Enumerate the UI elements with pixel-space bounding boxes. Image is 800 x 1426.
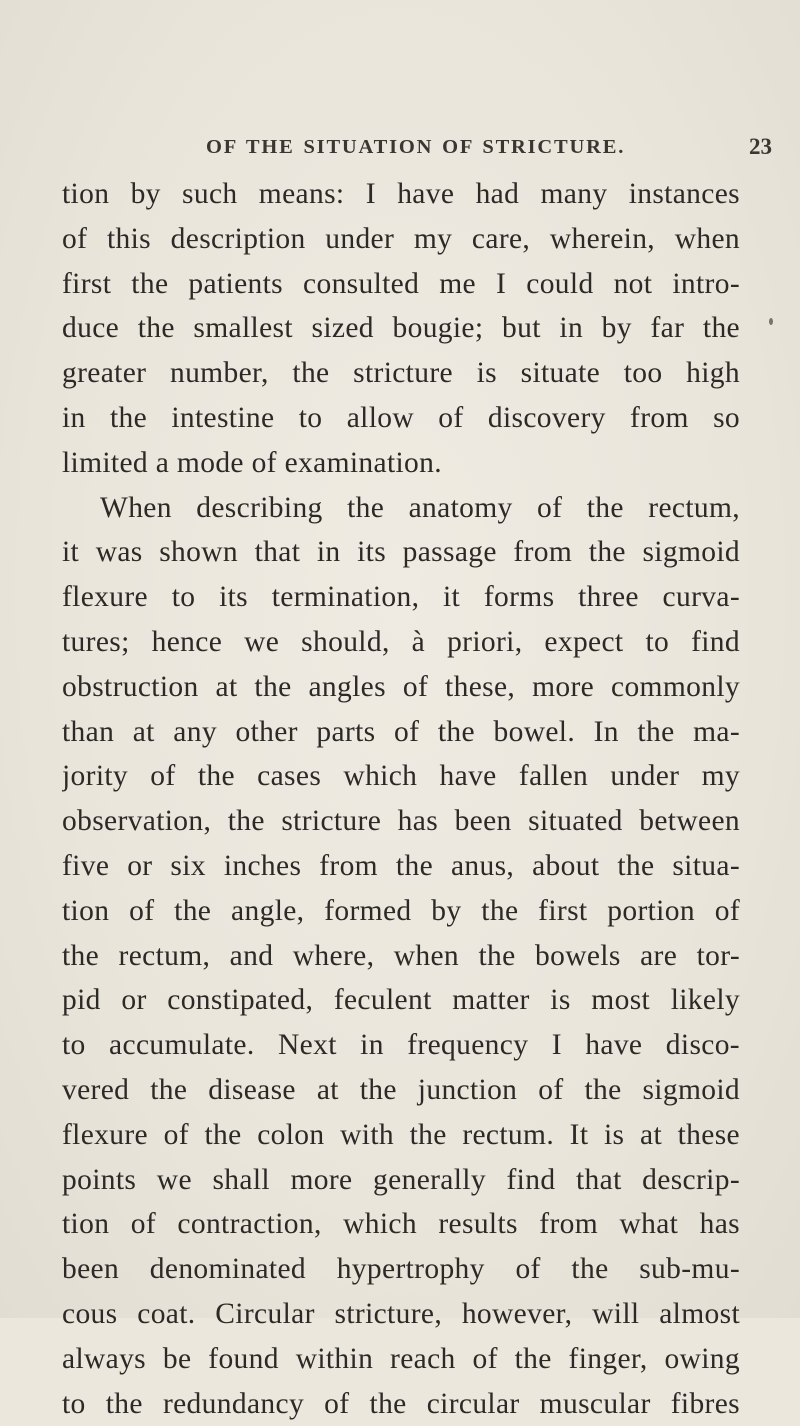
text-line: always be found within reach of the finger, owing [62, 1342, 740, 1375]
text-line: than at any other parts of the bowel. In the ma- [62, 715, 740, 748]
text-line: first the patients consulted me I could not intro- [62, 267, 740, 300]
text-line: in the intestine to allow of discovery from so [62, 401, 740, 434]
text-line: When describing the anatomy of the rectum, [100, 491, 740, 524]
text-line: tion of contraction, which results from what has [62, 1208, 740, 1241]
text-line: greater number, the stricture is situate too high [62, 357, 740, 390]
text-line: flexure of the colon with the rectum. It is at these [62, 1118, 740, 1151]
running-title: OF THE SITUATION OF STRICTURE. [206, 136, 626, 158]
page-number: 23 [749, 134, 772, 159]
text-line: the rectum, and where, when the bowels are tor- [62, 939, 740, 972]
text-line: five or six inches from the anus, about the situa- [62, 849, 740, 882]
text-line: vered the disease at the junction of the sigmoid [62, 1073, 740, 1106]
running-head [88, 134, 772, 166]
text-line: pid or constipated, feculent matter is most likely [62, 984, 740, 1017]
text-line: to accumulate. Next in frequency I have disco- [62, 1029, 740, 1062]
ink-speck [769, 318, 773, 325]
text-line: tures; hence we should, à priori, expect to find [62, 625, 740, 658]
text-line: tion of the angle, formed by the first portion of [62, 894, 740, 927]
text-line: been denominated hypertrophy of the sub-mu- [62, 1253, 740, 1286]
text-line: observation, the stricture has been situated between [62, 805, 740, 838]
text-line: tion by such means: I have had many instances [62, 178, 740, 210]
text-line: jority of the cases which have fallen under my [62, 760, 740, 793]
text-line: flexure to its termination, it forms three curva- [62, 581, 740, 614]
body-text [62, 172, 740, 1426]
text-line: it was shown that in its passage from the sigmoid [62, 536, 740, 569]
text-line: duce the smallest sized bougie; but in by far the [62, 312, 740, 345]
text-line: obstruction at the angles of these, more commonly [62, 670, 740, 703]
text-line: of this description under my care, wherein, when [62, 222, 740, 255]
text-line: cous coat. Circular stricture, however, will almost [62, 1297, 740, 1330]
text-line: limited a mode of examination. [62, 446, 442, 479]
text-line: points we shall more generally find that descrip- [62, 1163, 740, 1196]
text-line: to the redundancy of the circular muscular fibres [62, 1387, 740, 1420]
